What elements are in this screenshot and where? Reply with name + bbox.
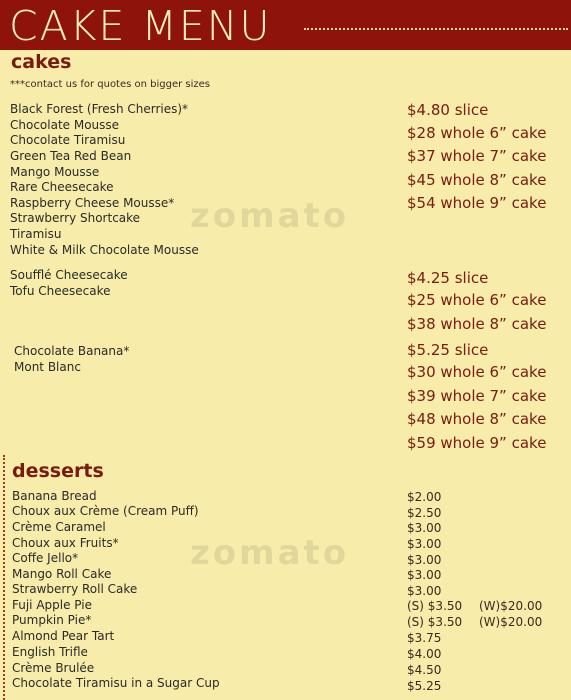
dessert-price: $3.00	[407, 537, 442, 551]
desserts-dotted-rule	[3, 455, 5, 700]
cake-price: $4.80 slice	[407, 101, 489, 119]
dessert-price: $3.00	[407, 568, 442, 582]
cake-item: Soufflé Cheesecake	[10, 268, 128, 282]
bigger-sizes-note: ***contact us for quotes on bigger sizes	[10, 79, 211, 90]
dessert-price: $4.00	[407, 647, 442, 661]
cake-item: Green Tea Red Bean	[10, 149, 132, 163]
dessert-item: Chocolate Tiramisu in a Sugar Cup	[12, 676, 220, 690]
cake-item: Mango Mousse	[10, 165, 100, 179]
cake-price: $5.25 slice	[407, 341, 489, 359]
dessert-price: $3.00	[407, 553, 442, 567]
dessert-item: Strawberry Roll Cake	[12, 582, 138, 596]
cake-price: $39 whole 7” cake	[407, 387, 547, 405]
dessert-price: $4.50	[407, 663, 442, 677]
cake-price: $30 whole 6” cake	[407, 363, 547, 381]
dessert-item: Crème Brulée	[12, 661, 95, 675]
desserts-section-title: desserts	[12, 460, 104, 482]
dessert-item: Coffe Jello*	[12, 551, 79, 565]
cake-item: Tiramisu	[10, 227, 62, 241]
dessert-price: $3.75	[407, 631, 442, 645]
cake-item: Raspberry Cheese Mousse*	[10, 196, 175, 210]
dessert-price: (S) $3.50	[407, 599, 463, 613]
cake-item: Strawberry Shortcake	[10, 211, 141, 225]
watermark: zomato	[190, 533, 350, 573]
dessert-item: Choux aux Crème (Cream Puff)	[12, 504, 199, 518]
cake-item: Tofu Cheesecake	[10, 284, 111, 298]
cake-price: $4.25 slice	[407, 269, 489, 287]
dessert-price: $3.00	[407, 521, 442, 535]
page-title: CAKE MENU	[9, 2, 272, 50]
cake-price: $37 whole 7” cake	[407, 147, 547, 165]
cake-item: Rare Cheesecake	[10, 180, 114, 194]
dessert-item: Choux aux Fruits*	[12, 536, 119, 550]
dessert-item: Fuji Apple Pie	[12, 598, 92, 612]
cake-price: $25 whole 6” cake	[407, 291, 547, 309]
dessert-item: Pumpkin Pie*	[12, 613, 92, 627]
dessert-item: English Trifle	[12, 645, 88, 659]
cake-item: Chocolate Mousse	[10, 118, 120, 132]
cake-price: $48 whole 8” cake	[407, 410, 547, 428]
cake-item: Mont Blanc	[14, 360, 81, 374]
dessert-price: (S) $3.50	[407, 615, 463, 629]
header-banner	[0, 0, 571, 50]
cake-price: $59 whole 9” cake	[407, 434, 547, 452]
cake-price: $54 whole 9” cake	[407, 194, 547, 212]
dessert-item: Mango Roll Cake	[12, 567, 112, 581]
dessert-item: Banana Bread	[12, 489, 97, 503]
header-dotted-rule	[304, 28, 568, 30]
cake-price: $45 whole 8” cake	[407, 171, 547, 189]
dessert-price: $3.00	[407, 584, 442, 598]
cake-price: $38 whole 8” cake	[407, 315, 547, 333]
watermark: zomato	[190, 196, 350, 236]
cakes-section-title: cakes	[11, 51, 72, 73]
cake-price: $28 whole 6” cake	[407, 124, 547, 142]
cake-item: White & Milk Chocolate Mousse	[10, 243, 199, 257]
cake-item: Chocolate Banana*	[14, 344, 130, 358]
cake-item: Chocolate Tiramisu	[10, 133, 126, 147]
cake-item: Black Forest (Fresh Cherries)*	[10, 102, 189, 116]
dessert-price: $5.25	[407, 679, 442, 693]
dessert-price-whole: (W)$20.00	[479, 599, 543, 613]
dessert-item: Crème Caramel	[12, 520, 106, 534]
dessert-price: $2.50	[407, 506, 442, 520]
dessert-item: Almond Pear Tart	[12, 629, 115, 643]
dessert-price: $2.00	[407, 490, 442, 504]
dessert-price-whole: (W)$20.00	[479, 615, 543, 629]
